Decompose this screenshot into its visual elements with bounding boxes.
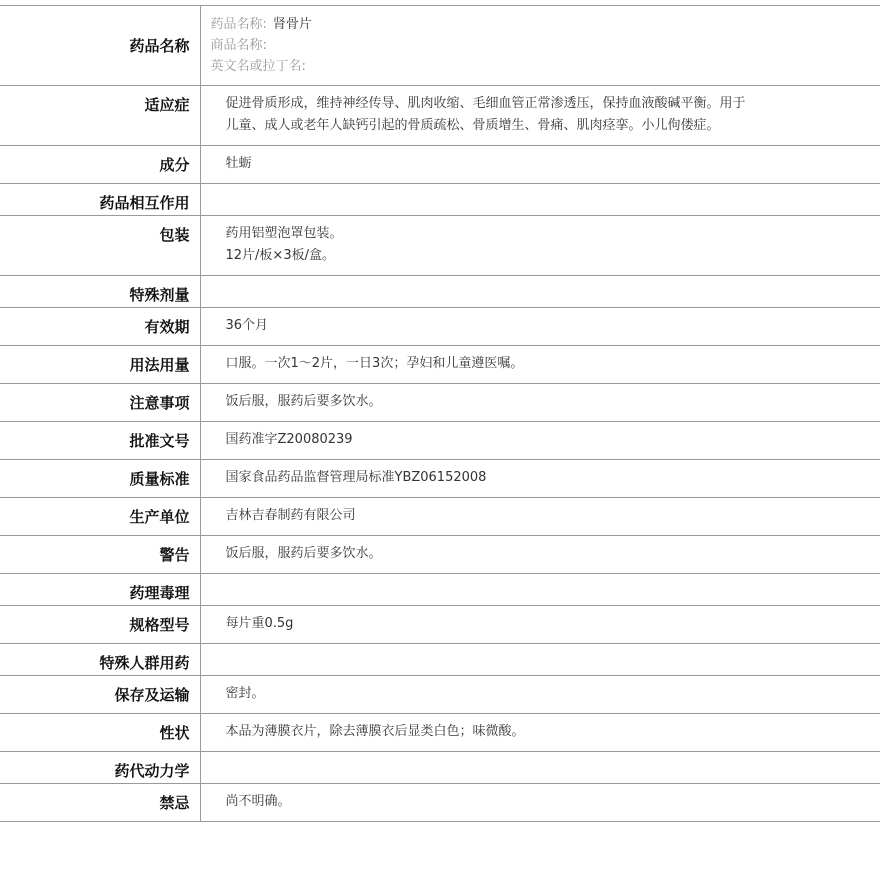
row-value	[200, 536, 880, 574]
row-value-line: 口服。一次1～2片，一日3次；孕妇和儿童遵医嘱。	[225, 356, 524, 371]
row-label: 保存及运输	[0, 676, 200, 714]
generic-name-line	[211, 14, 871, 35]
row-label: 注意事项	[0, 384, 200, 422]
row-value-line: 吉林吉春制药有限公司	[225, 508, 356, 523]
row-value-line: 促进骨质形成，维持神经传导、肌肉收缩、毛细血管正常渗透压，保持血液酸碱平衡。用于	[225, 96, 746, 111]
trade-name-label: 商品名称:	[210, 38, 267, 53]
spec-row	[0, 784, 880, 822]
row-value	[200, 460, 880, 498]
row-label: 规格型号	[0, 606, 200, 644]
row-label: 成分	[0, 146, 200, 184]
row-value	[200, 216, 880, 276]
drug-spec-table	[0, 5, 880, 822]
row-value-line: 饭后服，服药后要多饮水。	[225, 546, 382, 561]
spec-row	[0, 498, 880, 536]
row-value	[200, 422, 880, 460]
row-value	[200, 308, 880, 346]
row-label: 适应症	[0, 86, 200, 146]
row-label: 包装	[0, 216, 200, 276]
row-value	[200, 574, 880, 606]
drug-name-row	[0, 6, 880, 86]
spec-row	[0, 86, 880, 146]
row-value	[200, 184, 880, 216]
spec-row	[0, 308, 880, 346]
row-label: 质量标准	[0, 460, 200, 498]
row-value-line: 每片重0.5g	[225, 616, 294, 631]
row-value-line: 36个月	[225, 318, 269, 333]
drug-name-cell	[200, 6, 880, 86]
row-label: 警告	[0, 536, 200, 574]
spec-row	[0, 574, 880, 606]
spec-row	[0, 184, 880, 216]
row-value-line: 国药准字Z20080239	[225, 432, 353, 447]
row-value-line: 药用铝塑泡罩包装。	[225, 226, 343, 241]
english-name-line	[211, 56, 871, 77]
row-label: 药品相互作用	[0, 184, 200, 216]
row-label: 生产单位	[0, 498, 200, 536]
row-label: 性状	[0, 714, 200, 752]
spec-row	[0, 714, 880, 752]
row-value-line: 尚不明确。	[225, 794, 291, 809]
row-label: 药品名称	[0, 6, 200, 86]
row-value	[200, 384, 880, 422]
spec-row	[0, 384, 880, 422]
generic-name-label: 药品名称:	[210, 17, 267, 32]
spec-row	[0, 676, 880, 714]
row-value	[200, 146, 880, 184]
row-value	[200, 346, 880, 384]
row-value	[200, 714, 880, 752]
row-value-line: 儿童、成人或老年人缺钙引起的骨质疏松、骨质增生、骨痛、肌肉痉挛。小儿佝偻症。	[225, 118, 720, 133]
row-value	[200, 276, 880, 308]
spec-row	[0, 644, 880, 676]
spec-row	[0, 146, 880, 184]
row-label: 药理毒理	[0, 574, 200, 606]
row-value-line: 牡蛎	[225, 156, 252, 171]
spec-row	[0, 276, 880, 308]
spec-row	[0, 422, 880, 460]
row-value-line: 密封。	[225, 686, 265, 701]
row-value-line: 本品为薄膜衣片，除去薄膜衣后显类白色；味微酸。	[225, 724, 525, 739]
spec-table-body	[0, 6, 880, 822]
spec-row	[0, 216, 880, 276]
spec-row	[0, 752, 880, 784]
row-label: 禁忌	[0, 784, 200, 822]
row-value-line: 国家食品药品监督管理局标准YBZ06152008	[225, 470, 487, 485]
trade-name-line	[211, 35, 871, 56]
english-name-label: 英文名或拉丁名:	[210, 59, 306, 74]
row-value	[200, 784, 880, 822]
row-value	[200, 86, 880, 146]
spec-row	[0, 460, 880, 498]
spec-row	[0, 346, 880, 384]
row-label: 用法用量	[0, 346, 200, 384]
row-value-line: 12片/板×3板/盒。	[225, 248, 335, 263]
generic-name-value: 肾骨片	[272, 17, 312, 32]
spec-row	[0, 606, 880, 644]
row-label: 药代动力学	[0, 752, 200, 784]
row-label: 特殊人群用药	[0, 644, 200, 676]
row-value	[200, 644, 880, 676]
row-label: 批准文号	[0, 422, 200, 460]
row-value	[200, 606, 880, 644]
row-value	[200, 676, 880, 714]
row-value-line: 饭后服，服药后要多饮水。	[225, 394, 382, 409]
row-label: 特殊剂量	[0, 276, 200, 308]
row-value	[200, 498, 880, 536]
spec-row	[0, 536, 880, 574]
row-label: 有效期	[0, 308, 200, 346]
row-value	[200, 752, 880, 784]
